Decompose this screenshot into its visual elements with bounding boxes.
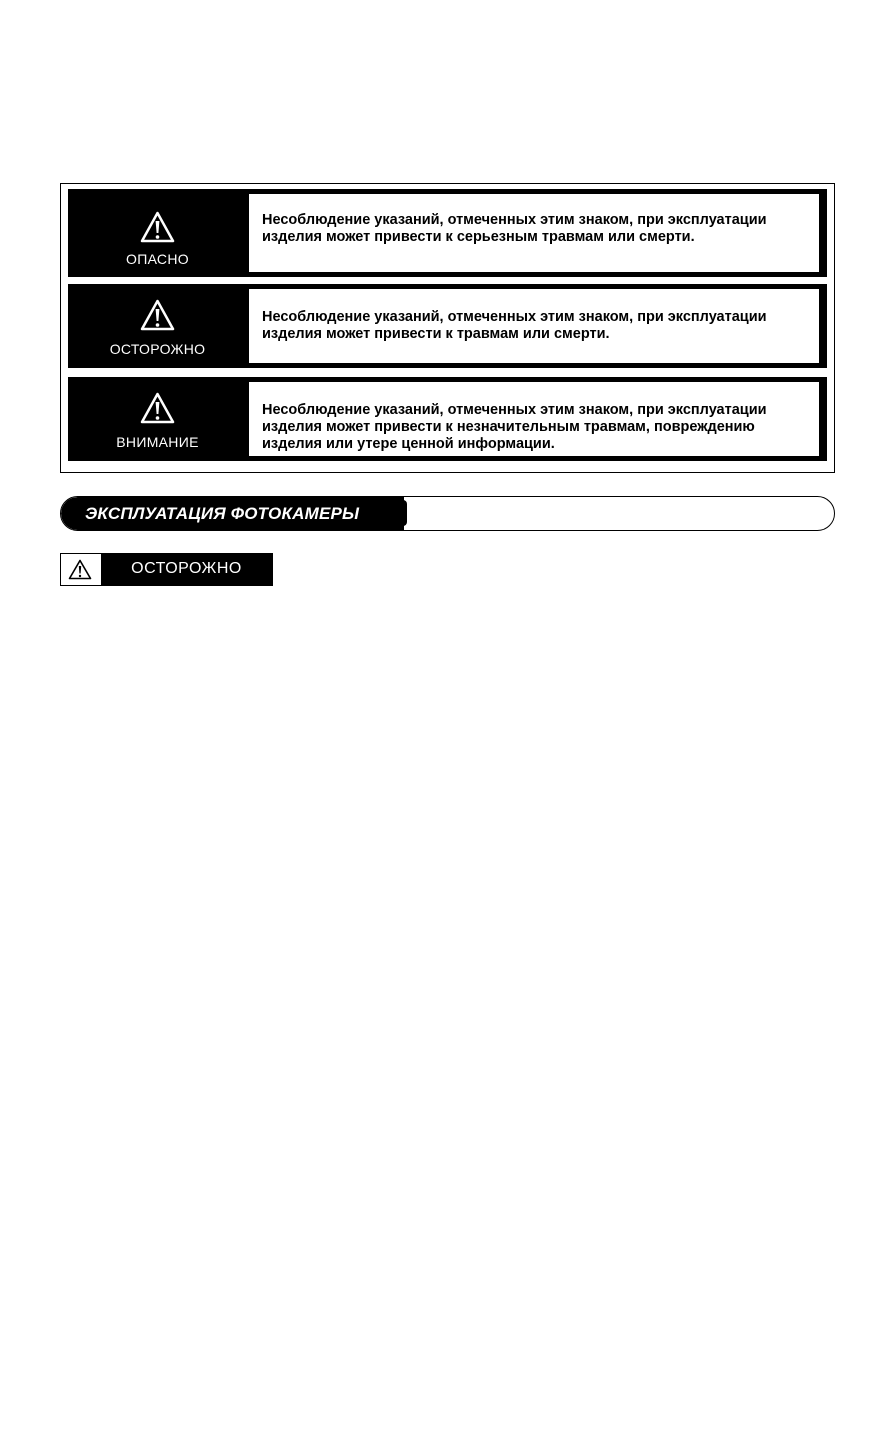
warning-triangle-icon — [140, 392, 175, 424]
warning-triangle-icon — [68, 559, 92, 580]
warning-text-cell — [249, 194, 819, 272]
warning-label-cell — [68, 189, 247, 277]
warning-text-line: изделия может привести к незначительным травмам, повреждению — [262, 419, 755, 435]
warning-level-label: ВНИМАНИЕ — [116, 434, 199, 450]
caution-badge-label: ОСТОРОЖНО — [131, 560, 242, 577]
warning-text-line: Несоблюдение указаний, отмеченных этим знаком, при эксплуатации — [262, 402, 767, 418]
caution-badge — [60, 553, 273, 586]
warning-legend-table — [60, 183, 835, 473]
warning-text-cell — [249, 382, 819, 456]
warning-text-line: изделия или утере ценной информации. — [262, 436, 555, 452]
warning-level-label: ОПАСНО — [126, 251, 189, 267]
warning-text-line: Несоблюдение указаний, отмеченных этим знаком, при эксплуатации — [262, 212, 767, 228]
warning-row-danger — [68, 189, 827, 277]
warning-triangle-icon — [140, 211, 175, 243]
warning-level-label: ОСТОРОЖНО — [109, 341, 206, 357]
warning-row-warning — [68, 284, 827, 368]
warning-label-cell — [68, 284, 247, 368]
warning-text-cell — [249, 289, 819, 363]
warning-text-line: Несоблюдение указаний, отмеченных этим знаком, при эксплуатации — [262, 309, 767, 325]
warning-text-line: изделия может привести к серьезным травмам или смерти. — [262, 229, 695, 245]
warning-text-line: изделия может привести к травмам или смерти. — [262, 326, 610, 342]
section-header-notch — [399, 500, 407, 526]
warning-triangle-icon — [140, 299, 175, 331]
section-header — [60, 496, 835, 531]
warning-row-caution — [68, 377, 827, 461]
warning-label-cell — [68, 377, 247, 461]
section-title: ЭКСПЛУАТАЦИЯ ФОТОКАМЕРЫ — [85, 504, 360, 523]
caution-badge-icon-box — [61, 554, 101, 585]
